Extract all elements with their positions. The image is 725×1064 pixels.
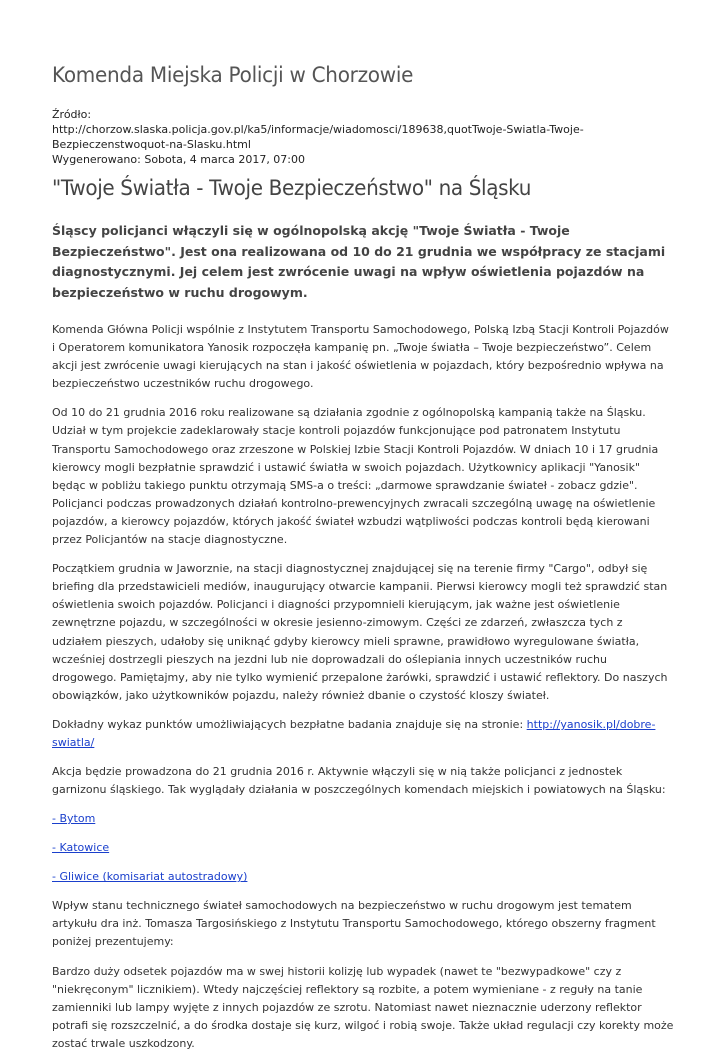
action-paragraph: Akcja będzie prowadzona do 21 grudnia 2016 r. Aktywnie włączyli się w nią także policjanci z jednostek garnizonu śląskiego. Tak wyglądały działania w poszczególnych komendach miejskich i powiatowych na Śląsku: (52, 765, 666, 797)
link-katowice[interactable]: - Katowice (52, 841, 110, 855)
paragraph-3: Początkiem grudnia w Jaworznie, na stacji diagnostycznej znajdującej się na terenie firmy "Cargo", odbył się briefing dla przedstawicieli mediów, inaugurujący otwarcie kampanii. Pierwsi kierowcy mogli też sprawdzić stan oświetlenia swoich pojazdów. Policjanci i diagności przypomnieli kierującym, jak ważne jest oświetlenie zewnętrzne pojazdu, w szczególności w okresie jesienno-zimowym. Części ze zdarzeń, zwłaszcza tych z udziałem pieszych, udałoby się uniknąć gdyby kierowcy mieli sprawne, prawidłowo wyregulowane światła, wcześniej dostrzegli pieszych na jezdni lub nie doprowadzali do oślepiania innych uczestników ruchu drogowego. Pamiętajmy, aby nie tylko wymienić przepalone żarówki, sprawdzić i ustawić reflektory. Do naszych obowiązków, jako użytkowników pojazdu, należy również dbanie o czystość kloszy świateł. (52, 562, 668, 702)
article-title: "Twoje Światła - Twoje Bezpieczeństwo" na Śląsku (52, 176, 532, 201)
points-text: Dokładny wykaz punktów umożliwiających bezpłatne badania znajduje się na stronie: (52, 717, 527, 731)
link-line-gliwice (52, 868, 674, 886)
paragraph-2: Od 10 do 21 grudnia 2016 roku realizowane są działania zgodnie z ogólnopolską kampanią także na Śląsku. Udział w tym projekcie zadeklarowały stacje kontroli pojazdów funkcjonujące pod patronatem Instytutu Transportu Samochodowego oraz zrzeszone w Polskiej Izbie Stacji Kontroli Pojazdów. W dniach 10 i 17 grudnia kierowcy mogli bezpłatnie sprawdzić i ustawić światła w swoich pojazdach. Użytkownicy aplikacji "Yanosik" będąc w pobliżu takiego punktu otrzymają SMS-a o treści: „darmowe sprawdzanie świateł - zobacz gdzie". Policjanci podczas prowadzonych działań kontrolno-prewencyjnych zwracali szczególną uwagę na oświetlenie pojazdów, a kierowcy pojazdów, których jakość świateł wzbudzi wątpliwości podczas kontroli będą kierowani przez Policjantów na stacje diagnostyczne. (52, 406, 659, 547)
points-paragraph (52, 716, 674, 752)
source-label: Źródło: (52, 108, 92, 121)
points-link[interactable]: http://yanosik.pl/dobre-swiatla/ (52, 717, 656, 749)
article-lead: Śląscy policjanci włączyli się w ogólnopolską akcję "Twoje Światła - Twoje Bezpieczeństwo". Jest ona realizowana od 10 do 21 grudnia we współpracy ze stacjami diagnostycznymi. Jej celem jest zwrócenie uwagi na wpływ oświetlenia pojazdów na bezpieczeństwo w ruchu drogowym. (52, 223, 666, 300)
link-gliwice[interactable]: - Gliwice (komisariat autostradowy) (52, 870, 248, 884)
paragraph-1: Komenda Główna Policji wspólnie z Instytutem Transportu Samochodowego, Polską Izbą Stacji Kontroli Pojazdów i Operatorem komunikatora Yanosik rozpoczęła kampanię pn. „Twoje światła – Twoje bezpieczeństwo”. Celem akcji jest zwrócenie uwagi kierujących na stan i jakość oświetlenia w pojazdach, który bezpośrednio wpływa na bezpieczeństwo uczestników ruchu drogowego. (52, 323, 669, 391)
link-line-katowice (52, 839, 674, 857)
closing-paragraph-1: Wpływ stanu technicznego świateł samochodowych na bezpieczeństwo w ruchu drogowym jest tematem artykułu dra inż. Tomasza Targosińskiego z Instytutu Transportu Samochodowego, którego obszerny fragment poniżej prezentujemy: (52, 899, 656, 949)
link-bytom[interactable]: - Bytom (52, 812, 96, 826)
closing-paragraph-2: Bardzo duży odsetek pojazdów ma w swej historii kolizję lub wypadek (nawet te "bezwypadkowe" czy z "niekręconym" licznikiem). Wtedy najczęściej reflektory są rozbite, a potem wymieniane - z reguły na tanie zamienniki lub lampy wyjęte z innych pojazdów ze szrotu. Natomiast nawet nieznacznie uderzony reflektor potrafi się rozszczelnić, a do środka dostaje się kurz, wilgoć i robią swoje. Także układ regulacji czy korekty może zostać trwale uszkodzony. (52, 964, 674, 1050)
link-line-bytom (52, 810, 674, 828)
source-url: http://chorzow.slaska.policja.gov.pl/ka5/informacje/wiadomosci/189638,quotTwoje-Swiatla-Twoje-Bezpieczenstwoquot-na-Slasku.html (52, 123, 584, 151)
document-page (52, 62, 674, 1064)
site-title: Komenda Miejska Policji w Chorzowie (52, 63, 414, 88)
generated-date: Wygenerowano: Sobota, 4 marca 2017, 07:00 (52, 153, 306, 166)
